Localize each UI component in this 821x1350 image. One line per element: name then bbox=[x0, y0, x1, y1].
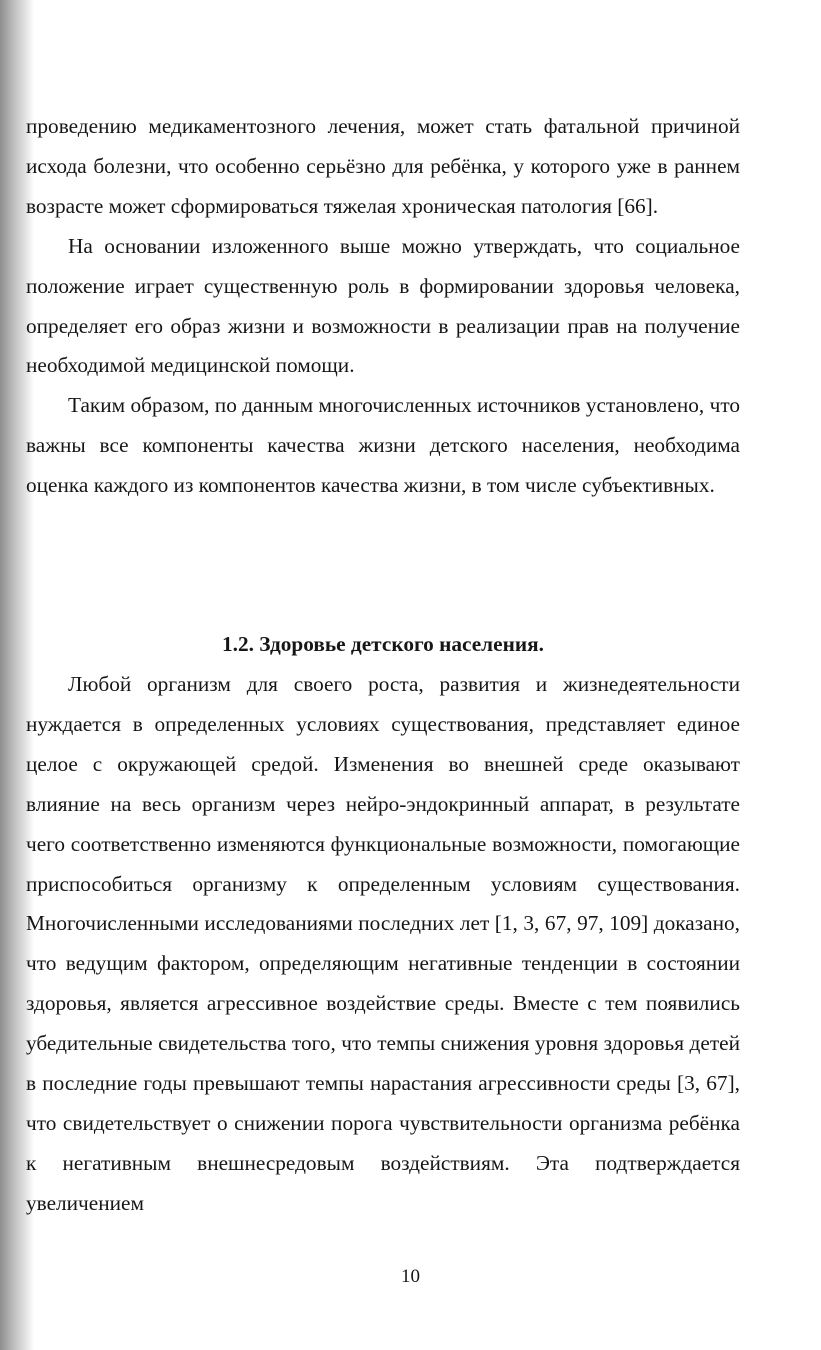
document-page bbox=[26, 107, 740, 1224]
paragraph-conclusion: Таким образом, по данным многочисленных источников установлено, что важны все компоненты качества жизни детского населения, необходима оценка каждого из компонентов качества жизни, в том числе субъективных. bbox=[26, 393, 740, 498]
page-number: 10 bbox=[401, 1266, 420, 1287]
paragraph-organism: Любой организм для своего роста, развития и жизнедеятельности нуждается в определенных условиях существования, представляет единое целое с окружающей средой. Изменения во внешней среде оказывают влияние на весь организм через нейро-эндокринный аппарат, в результате чего соответственно изменяются функциональные возможности, помогающие приспособиться организму к определенным условиям существования. Многочисленными исследованиями последних лет [1, 3, 67, 97, 109] доказано, что ведущим фактором, определяющим негативные тенденции в состоянии здоровья, является агрессивное воздействие среды. Вместе с тем появились убедительные свидетельства того, что темпы снижения уровня здоровья детей в последние годы превышают темпы нарастания агрессивности среды [3, 67], что свидетельствует о снижении порога чувствительности организма ребёнка к негативным внешнесредовым воздействиям. Эта подтверждается увеличением bbox=[26, 671, 740, 1215]
paragraph-social-status: На основании изложенного выше можно утверждать, что социальное положение играет существенную роль в формировании здоровья человека, определяет его образ жизни и возможности в реализации прав на получение необходимой медицинской помощи. bbox=[26, 233, 740, 378]
paragraph-treatment: проведению медикаментозного лечения, может стать фатальной причиной исхода болезни, что особенно серьёзно для ребёнка, у которого уже в раннем возрасте может сформироваться тяжелая хроническая патология [66]. bbox=[26, 114, 740, 218]
section-gap bbox=[26, 506, 740, 625]
section-heading: 1.2. Здоровье детского населения. bbox=[222, 632, 544, 657]
